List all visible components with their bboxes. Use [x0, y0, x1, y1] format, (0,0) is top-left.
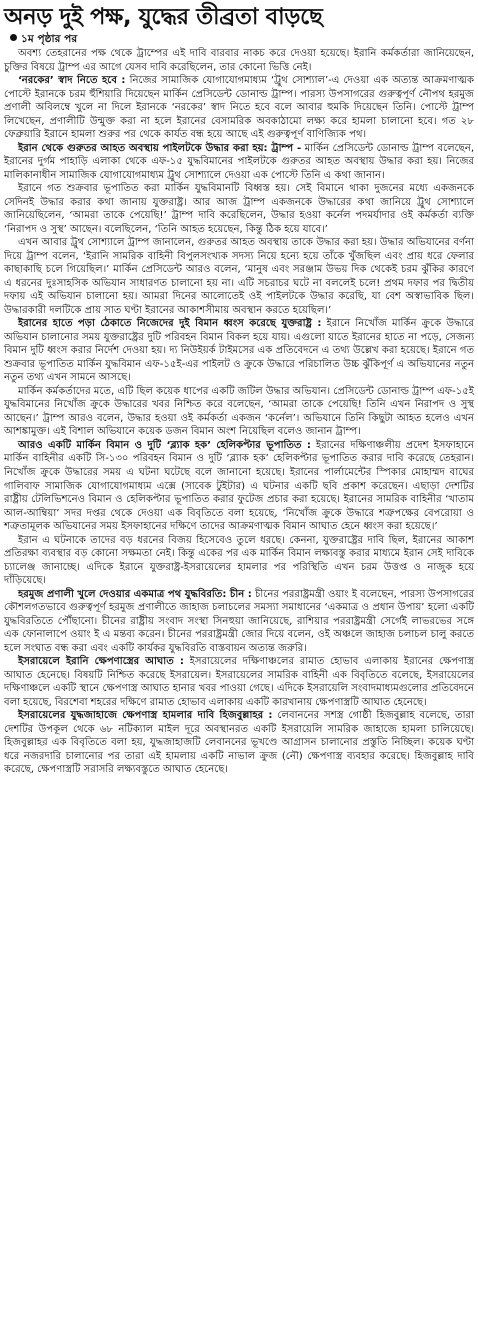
- paragraph-text: এখন আবার ট্রুথ সোশ্যালে ট্রাম্প জানালেন, গুরুতর আহত অবস্থায় তাকে উদ্ধার করা হয়। উদ্ধার অভিযানের বর্ণনা দিয়ে ট্রাম্প বলেন, ‘ইরানি সামরিক বাহিনী বিপুলসংখ্যক সদস্য নিয়ে হন্যে হয়ে তাঁকে খুঁজছিল এবং প্রায় ধরে ফেলার কাছাকাছি চলে গিয়েছিল।’ মার্কিন প্রেসিডেন্ট আরও বলেন, ‘মানুষ এবং সরঞ্জাম উভয় দিক থেকেই চরম ঝুঁকির কারণে এ ধরনের দুঃসাহসিক অভিযান সাধারণত চালানো হয় না। এটি সচরাচর ঘটে না বললেই চলে! প্রথম দফার পর দ্বিতীয় দফায় এই অভিযান চালানো হয়। আমরা দিনের আলোতেই ওই পাইলটকে উদ্ধার করেছি, যা বেশ অস্বাভাবিক ছিল। উদ্ধারকারী দলটিকে প্রায় সাত ঘণ্টা ইরানের আকাশসীমায় অবস্থান করতে হয়েছিল।’: [4, 237, 474, 316]
- paragraph-text: নিজের সামাজিক যোগাযোগমাধ্যম ‘ট্রুথ সোশ্যাল’-এ দেওয়া এক অত্যন্ত আক্রমণাত্মক পোস্টে ইরানকে চরম হুঁশিয়ারি দিয়েছেন মার্কিন প্রেসিডেন্ট ডোনাল্ড ট্রাম্প। পারস্য উপসাগরের গুরুত্বপূর্ণ নৌপথ হরমুজ প্রণালী অবিলম্বে খুলে না দিলে ইরানকে ‘নরকের’ স্বাদ নিতে হবে বলে আবার হুমকি দিয়েছেন তিনি। পোস্টে ট্রাম্প লিখেছেন, প্রণালীটি উন্মুক্ত করা না হলে ইরানের বেসামরিক অবকাঠামো লক্ষ্য করে হামলা চালানো হবে। গত ২৮ ফেব্রুয়ারি ইরানে হামলা শুরুর পর থেকে কার্যত বন্ধ হয়ে আছে এই গুরুত্বপূর্ণ বাণিজ্যিক পথ।: [4, 75, 475, 141]
- paragraph-lead: ইসরায়েলের যুদ্ধজাহাজে ক্ষেপণাস্ত্র হামলার দাবি হিজবুল্লাহর :: [18, 710, 273, 722]
- paragraph-lead: হরমুজ প্রণালী খুলে দেওয়ার একমাত্র পথ যুদ্ধবিরতি: চীন :: [18, 588, 252, 600]
- continuation-label: ১ম পৃষ্ঠার পর: [21, 33, 78, 45]
- paragraph-lead: আরও একটি মার্কিন বিমান ও দুটি ‘ব্ল্যাক হক’ হেলিকপ্টার ভূপাতিত :: [18, 439, 311, 451]
- article-paragraph: [4, 588, 474, 656]
- article-paragraph: [4, 236, 474, 317]
- bullet-icon: [10, 34, 17, 41]
- article-paragraph: [4, 534, 474, 588]
- article-paragraph: [4, 74, 474, 142]
- article-paragraph: [4, 142, 474, 183]
- article-paragraph: [4, 182, 474, 236]
- paragraph-text: মার্কিন প্রেসিডেন্ট ডোনাল্ড ট্রাম্প বলেছেন, ইরানের দুর্গম পাহাড়ি এলাকা থেকে এফ-১৫ যুদ্ধবিমানের পাইলটকে গুরুতর আহত অবস্থায় উদ্ধার করা হয়। নিজের মালিকানাধীন সামাজিক যোগাযোগমাধ্যম ট্রুথ সোশ্যালে দেওয়া এক পোস্টে তিনি এ কথা জানান।: [4, 142, 474, 181]
- article-paragraph: [4, 709, 474, 777]
- paragraph-lead: ‘নরকের’ স্বাদ নিতে হবে :: [18, 75, 126, 87]
- paragraph-lead: ইরানের হাতে পড়া ঠেকাতে নিজেদের দুই বিমান ধ্বংস করেছে যুক্তরাষ্ট্র :: [18, 318, 322, 330]
- paragraph-text: চীনের পররাষ্ট্রমন্ত্রী ওয়াং ই বলেছেন, পারস্য উপসাগরের কৌশলগতভাবে গুরুত্বপূর্ণ হরমুজ প্রণালীতে জাহাজ চলাচলের সমস্যা সমাধানের ‘একমাত্র ও প্রধান উপায়’ হলো একটি যুদ্ধবিরতিতে পৌঁছানো। চীনের রাষ্ট্রীয় সংবাদ সংস্থা সিনহুয়া জানিয়েছে, রাশিয়ার পররাষ্ট্রমন্ত্রী সের্গেই লাভরভের সঙ্গে এক ফোনালাপে ওয়াং ই এ মন্তব্য করেন। চীনের পররাষ্ট্রমন্ত্রী জোর দিয়ে বলেন, ওই অঞ্চলে জাহাজ চলাচল চালু করতে হলে সংঘাত বন্ধ করা এবং একটি কার্যকর যুদ্ধবিরতি বাস্তবায়ন অত্যন্ত জরুরি।: [4, 588, 474, 654]
- continuation-note: [10, 32, 474, 46]
- paragraph-text: ইরানে গত শুক্রবার ভূপাতিত করা মার্কিন যুদ্ধবিমানটি বিধ্বস্ত হয়। সেই বিমানে থাকা দুজনের মধ্যে একজনকে সেদিনই উদ্ধার করার কথা জানায় যুক্তরাষ্ট্র। আর আজ ট্রাম্প একজনকে উদ্ধারের কথা জানিয়ে ট্রুথ সোশ্যালে জানিয়েছিলেন, ‘আমরা তাকে পেয়েছি!’ ট্রাম্প দাবি করেছিলেন, উদ্ধার হওয়া কর্নেল পদমর্যাদার ওই কর্মকর্তা ব্যক্তি ‘নিরাপদ ও সুস্থ’ আছেন। বলেছিলেন, ‘তিনি আহত হয়েছেন, কিন্তু ঠিক হয়ে যাবে।’: [4, 183, 474, 235]
- paragraph-text: মার্কিন কর্মকর্তাদের মতে, এটি ছিল কয়েক ধাপের একটি জটিল উদ্ধার অভিযান। প্রেসিডেন্ট ডোনাল্ড ট্রাম্প এফ-১৫ই যুদ্ধবিমানের নিখোঁজ ক্রুকে উদ্ধারের খবর নিশ্চিত করে বলেছেন, ‘আমরা তাকে পেয়েছি! তিনি এখন নিরাপদ ও সুস্থ আছেন।’ ট্রাম্প আরও বলেন, উদ্ধার হওয়া ওই কর্মকর্তা একজন ‘কর্নেল’। অভিযানে তিনি কিছুটা আহত হলেও এখন আশঙ্কামুক্ত। এই বিশাল অভিযানে কয়েক ডজন বিমান অংশ নিয়েছিল বলেও জানান ট্রাম্প।: [4, 385, 474, 438]
- paragraph-text: ইরানে নিখোঁজ মার্কিন ক্রুকে উদ্ধারে অভিযান চালানোর সময় যুক্তরাষ্ট্রের দুটি পরিবহন বিমান বিকল হয়ে যায়। এগুলো যাতে ইরানের হাতে না পড়ে, সেজন্য বিমান দুটি ধ্বংস করার নির্দেশ দেওয়া হয়। দ্য নিউইয়র্ক টাইমসের এক প্রতিবেদনে এ তথ্য উল্লেখ করা হয়েছে। ইরানে গত শুক্রবার ভূপাতিত মার্কিন যুদ্ধবিমান এফ-১৫ই-এর পাইলট ও ক্রুকে উদ্ধারে পরিচালিত উচ্চ ঝুঁকিপূর্ণ এ অভিযানের নতুন নতুন তথ্য এখন সামনে আসছে।: [4, 318, 475, 384]
- article-paragraph: [4, 439, 474, 534]
- paragraph-lead: ইরান থেকে গুরুতর আহত অবস্থায় পাইলটকে উদ্ধার করা হয়: ট্রাম্প -: [18, 142, 302, 154]
- article-paragraph: [4, 47, 474, 74]
- paragraph-lead: ইসরায়েলে ইরানি ক্ষেপণাস্ত্রের আঘাত :: [18, 656, 184, 668]
- article-paragraph: [4, 317, 474, 385]
- headline: অনড় দুই পক্ষ, যুদ্ধের তীব্রতা বাড়ছে: [4, 4, 323, 30]
- paragraph-text: লেবাননের সশস্ত্র গোষ্ঠী হিজবুল্লাহ বলেছে, তারা দেশটির উপকূল থেকে ৬৮ নটিক্যাল মাইল দূরে অবস্থানরত একটি ইসরায়েলি সামরিক জাহাজে হামলা চালিয়েছে। হিজবুল্লাহর এক বিবৃতিতে বলা হয়, যুদ্ধজাহাজটি লেবাননের ভূখণ্ডে আগ্রাসন চালানোর প্রস্তুতি নিচ্ছিল। কয়েক ঘণ্টা ধরে নজরদারি চালানোর পর তারা এই হামলায় একটি নাভাল ক্রুজ (নৌ) ক্ষেপণাস্ত্র ব্যবহার করেছে। হিজবুল্লাহ দাবি করেছে, ক্ষেপণাস্ত্রটি সরাসরি লক্ষ্যবস্তুতে আঘাত হেনেছে।: [4, 710, 474, 776]
- paragraph-text: ইসরায়েলের দক্ষিণাঞ্চলের রামাত হোভাব এলাকায় ইরানের ক্ষেপণাস্ত্র আঘাত হেনেছে। বিষয়টি নিশ্চিত করেছে ইসরায়েল। ইসরায়েলের সামরিক বাহিনী এক বিবৃতিতে বলেছে, ইসরায়েলের দক্ষিণাঞ্চলে একটি স্থানে ক্ষেপণাস্ত্র আঘাত হানার খবর পাওয়া গেছে। এদিকে ইসরায়েলি সংবাদমাধ্যমগুলোর প্রতিবেদনে বলা হয়েছে, বিরশেবা শহরের দক্ষিণে রামাত হোভাব এলাকায় একটি কারখানায় ক্ষেপণাস্ত্রটি আঘাত হেনেছে।: [4, 656, 474, 708]
- article-paragraph: [4, 655, 474, 709]
- paragraph-text: ইরানের দক্ষিণাঞ্চলীয় প্রদেশ ইসফাহানে মার্কিন বাহিনীর একটি সি-১৩০ পরিবহন বিমান ও দুটি ‘ব্ল্যাক হক’ হেলিকপ্টার ভূপাতিত করার দাবি করেছে তেহরান। নিখোঁজ ক্রুকে উদ্ধারের সময় এ ঘটনা ঘটেছে বলে জানানো হয়েছে। ইরানের পার্লামেন্টের স্পিকার মোহাম্মদ বাঘের গালিবাফ সামাজিক যোগাযোগমাধ্যম এক্সে (সাবেক টুইটার) এ ঘটনার একটি ছবি প্রকাশ করেছেন। এছাড়া দেশটির রাষ্ট্রীয় টেলিভিশনেও বিমান ও হেলিকপ্টার ভূপাতিত করার ফুটেজ প্রচার করা হয়েছে। ইরানের সামরিক বাহিনীর ‘খাতাম আল-আম্বিয়া’ সদর দপ্তর থেকে দেওয়া এক বিবৃতিতে বলা হয়েছে, ‘নিখোঁজ ক্রুকে উদ্ধারে শত্রুপক্ষের বেপরোয়া ও শত্রুতামূলক অভিযানের সময় ইসফাহানের দক্ষিণে তাদের আক্রমণাত্মক বিমান আঘাত হেনে ধ্বংস করা হয়েছে।’: [4, 439, 474, 533]
- article-paragraph: [4, 385, 474, 439]
- paragraph-text: ইরান এ ঘটনাকে তাদের বড় ধরনের বিজয় হিসেবেও তুলে ধরছে। কেননা, যুক্তরাষ্ট্রের দাবি ছিল, ইরানের আকাশ প্রতিরক্ষা ব্যবস্থার বড় কোনো সক্ষমতা নেই। কিন্তু একের পর এক মার্কিন বিমান লক্ষ্যবস্তু করার মাধ্যমে ইরান সেই দাবিকে চ্যালেঞ্জ জানাচ্ছে। এদিকে ইরানে যুক্তরাষ্ট্র-ইসরায়েলের হামলার পর পরিস্থিতি এখন চরম উত্তপ্ত ও নাজুক হয়ে দাঁড়িয়েছে।: [4, 534, 474, 587]
- paragraph-text: অবশ্য তেহরানের পক্ষ থেকে ট্রাম্পের এই দাবি বারবার নাকচ করে দেওয়া হয়েছে। ইরানি কর্মকর্তারা জানিয়েছেন, চুক্তির বিষয়ে ট্রাম্প এর আগে যেসব দাবি করেছিলেন, তার কোনো ভিত্তি নেই।: [4, 48, 474, 73]
